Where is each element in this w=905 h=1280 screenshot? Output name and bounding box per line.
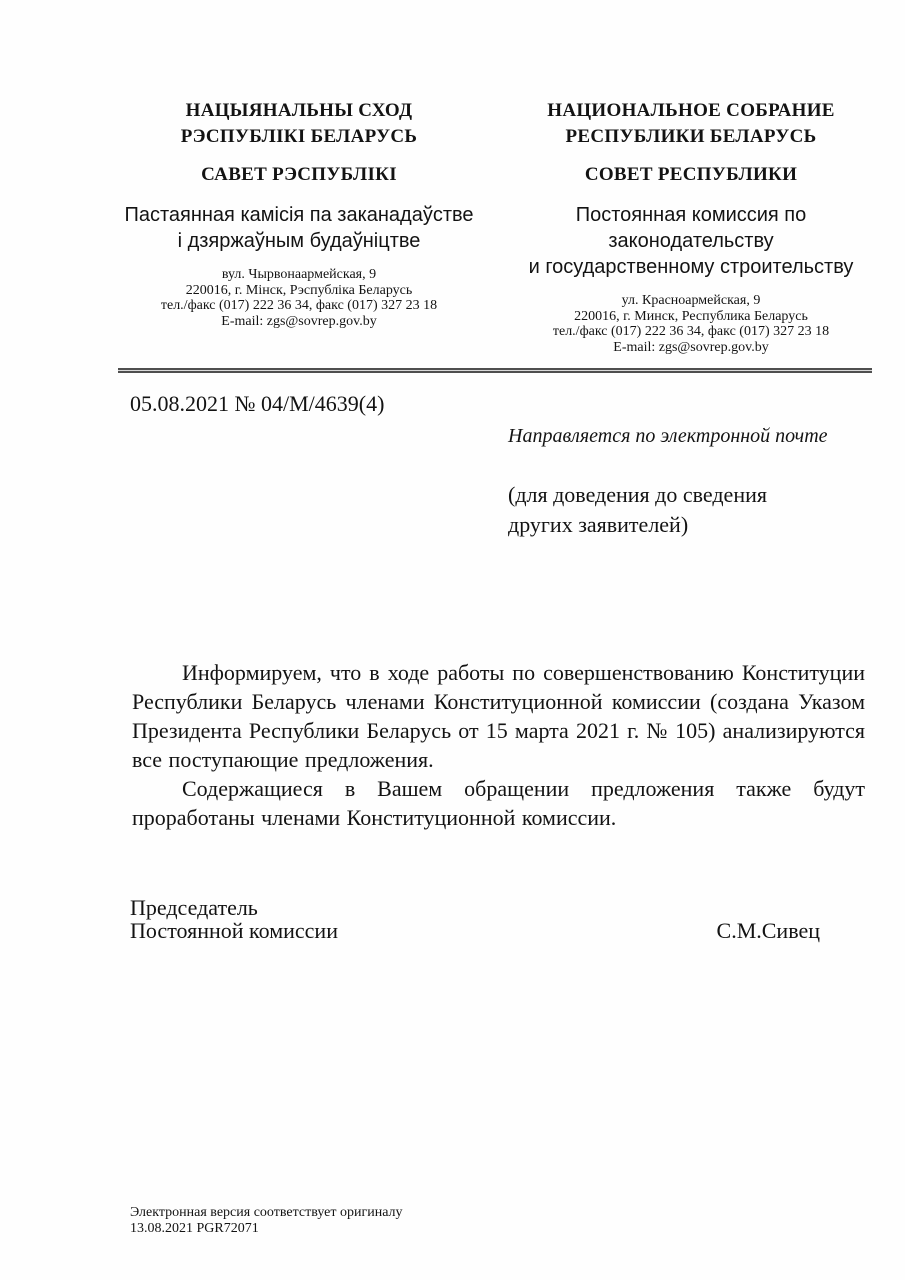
commission-ru-line1: Постоянная комиссия по законодательству — [575, 204, 807, 252]
verification-footer — [130, 1205, 403, 1236]
reference-date-number: 05.08.2021 № 04/М/4639(4) — [130, 391, 385, 416]
address-block-by — [118, 267, 480, 329]
org-name-ru — [510, 98, 872, 150]
address-block-ru — [510, 293, 872, 355]
address-phone-ru: тел./факс (017) 222 36 34, факс (017) 327 23 18 — [552, 324, 830, 339]
commission-name-ru — [510, 202, 872, 280]
signer-position-line2: Постоянной комиссии — [130, 918, 338, 943]
letter-body — [132, 658, 865, 832]
signature-block — [130, 896, 820, 942]
letterhead-divider — [118, 368, 872, 373]
org-name-by-line1: НАЦЫЯНАЛЬНЫ СХОД — [185, 100, 413, 121]
signer-name: С.М.Сивец — [716, 918, 820, 943]
council-name-ru: СОВЕТ РЕСПУБЛИКИ — [584, 164, 798, 185]
delivery-addressee-note: (для доведения до сведения других заявителей) — [508, 482, 767, 537]
signer-position-line1: Председатель — [130, 895, 258, 920]
body-paragraph-2: Содержащиеся в Вашем обращении предложения также будут проработаны членами Конституционной комиссии. — [132, 776, 865, 830]
address-city-by: 220016, г. Мінск, Рэспубліка Беларусь — [185, 282, 413, 298]
letterhead — [118, 98, 872, 355]
address-street-by: вул. Чырвонаармейская, 9 — [221, 267, 377, 282]
delivery-block — [508, 424, 838, 540]
letterhead-belarusian — [118, 98, 480, 355]
org-name-by-line2: РЭСПУБЛІКІ БЕЛАРУСЬ — [180, 126, 418, 147]
org-name-ru-line2: РЕСПУБЛИКИ БЕЛАРУСЬ — [565, 126, 817, 147]
council-name-by: САВЕТ РЭСПУБЛІКІ — [201, 164, 397, 185]
address-email-ru: E-mail: zgs@sovrep.gov.by — [613, 339, 769, 355]
signer-position — [130, 896, 338, 942]
org-name-by — [118, 98, 480, 150]
verification-date-code: 13.08.2021 PGR72071 — [130, 1220, 259, 1236]
address-street-ru: ул. Красноармейская, 9 — [621, 293, 761, 308]
delivery-method-note: Направляется по электронной почте — [508, 425, 828, 447]
commission-ru-line2: и государственному строительству — [528, 256, 854, 278]
org-name-ru-line1: НАЦИОНАЛЬНОЕ СОБРАНИЕ — [547, 100, 835, 121]
body-paragraph-1: Информируем, что в ходе работы по совершенствованию Конституции Республики Беларусь членами Конституционной комиссии (создана Указом Президента Республики Беларусь от 15 марта 2021 г. № 105) анализируются все поступающие предложения. — [132, 660, 865, 772]
commission-by-line2: і дзяржаўным будаўніцтве — [177, 230, 421, 252]
address-email-by: E-mail: zgs@sovrep.gov.by — [221, 313, 377, 329]
address-city-ru: 220016, г. Минск, Республика Беларусь — [574, 308, 808, 324]
commission-name-by — [118, 202, 480, 254]
letterhead-russian — [510, 98, 872, 355]
commission-by-line1: Пастаянная камісія па заканадаўстве — [124, 204, 474, 226]
address-phone-by: тел./факс (017) 222 36 34, факс (017) 327 23 18 — [160, 298, 438, 313]
verification-note: Электронная версия соответствует оригиналу — [130, 1205, 403, 1220]
